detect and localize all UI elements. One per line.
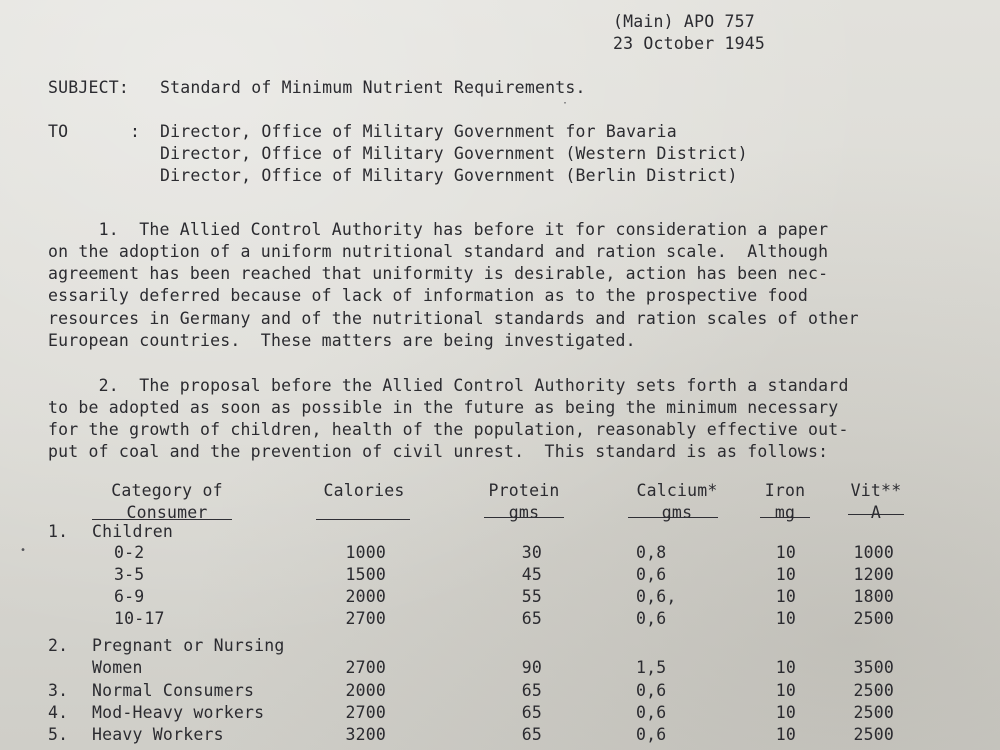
category-label: Women (92, 658, 143, 677)
recipient-line: Director, Office of Military Government for Bavaria (160, 122, 677, 141)
row-number: 3. (48, 681, 69, 700)
iron-value: 10 (775, 609, 796, 628)
category-label: Pregnant or Nursing (92, 636, 285, 655)
iron-value: 10 (775, 725, 796, 744)
subject-label: SUBJECT: (48, 78, 130, 97)
row-number: 4. (48, 703, 69, 722)
iron-value: 10 (775, 587, 796, 606)
recipient-line: Director, Office of Military Government (Western District) (160, 144, 748, 163)
paragraph-line: 1. The Allied Control Authority has before it for consideration a paper (48, 220, 829, 239)
header-calcium: Calcium* gms (636, 481, 718, 522)
to-label: TO (48, 122, 69, 141)
paragraph-line: for the growth of children, health of the population, reasonably effective out- (48, 420, 849, 439)
protein-value: 55 (521, 587, 542, 606)
vita-value: 2500 (853, 681, 894, 700)
stray-dot: • (20, 545, 27, 556)
calories-value: 2000 (345, 587, 386, 606)
vita-value: 3500 (853, 658, 894, 677)
calories-value: 1500 (345, 565, 386, 584)
row-number: 5. (48, 725, 69, 744)
protein-value: 65 (521, 609, 542, 628)
category-label: Normal Consumers (92, 681, 255, 700)
category-label: Heavy Workers (92, 725, 224, 744)
row-number: 1. (48, 522, 69, 541)
category-label: Mod-Heavy workers (92, 703, 265, 722)
paragraph-line: European countries. These matters are being investigated. (48, 331, 636, 350)
calcium-value: 0,6 (636, 609, 667, 628)
calories-value: 2700 (345, 609, 386, 628)
category-label: 10-17 (114, 609, 165, 628)
calcium-value: 0,6 (636, 725, 667, 744)
category-label: 6-9 (114, 587, 145, 606)
header-rule (760, 517, 810, 518)
header-rule (92, 519, 232, 520)
calories-value: 2000 (345, 681, 386, 700)
calories-value: 3200 (345, 725, 386, 744)
calories-value: 1000 (345, 543, 386, 562)
paragraph-line: put of coal and the prevention of civil unrest. This standard is as follows: (48, 442, 829, 461)
header-rule (848, 514, 904, 515)
iron-value: 10 (775, 543, 796, 562)
protein-value: 90 (521, 658, 542, 677)
header-category: Category of Consumer (111, 481, 223, 522)
header-iron: Iron mg (764, 481, 806, 522)
calcium-value: 0,6, (636, 587, 677, 606)
paragraph-line: on the adoption of a uniform nutritional standard and ration scale. Although (48, 242, 829, 261)
iron-value: 10 (775, 681, 796, 700)
subject-text: Standard of Minimum Nutrient Requirements. (160, 78, 586, 97)
protein-value: 65 (521, 681, 542, 700)
vita-value: 2500 (853, 725, 894, 744)
vita-value: 2500 (853, 609, 894, 628)
calcium-value: 0,6 (636, 681, 667, 700)
paragraph-line: essarily deferred because of lack of information as to the prospective food (48, 286, 809, 305)
vita-value: 1200 (853, 565, 894, 584)
header-rule (628, 517, 718, 518)
iron-value: 10 (775, 658, 796, 677)
protein-value: 30 (521, 543, 542, 562)
calories-value: 2700 (345, 658, 386, 677)
calcium-value: 1,5 (636, 658, 667, 677)
iron-value: 10 (775, 565, 796, 584)
paragraph-line: agreement has been reached that uniformity is desirable, action has been nec- (48, 264, 829, 283)
stray-dot: · (562, 98, 569, 109)
recipient-line: Director, Office of Military Government (Berlin District) (160, 166, 738, 185)
header-calories: Calories (323, 481, 405, 500)
calcium-value: 0,8 (636, 543, 667, 562)
header-vita: Vit** A (850, 481, 902, 522)
vita-value: 1800 (853, 587, 894, 606)
calcium-value: 0,6 (636, 703, 667, 722)
to-colon: : (130, 122, 141, 141)
calcium-value: 0,6 (636, 565, 667, 584)
vita-value: 1000 (853, 543, 894, 562)
header-rule (484, 517, 564, 518)
calories-value: 2700 (345, 703, 386, 722)
header-date: 23 October 1945 (613, 34, 766, 53)
category-label: 3-5 (114, 565, 145, 584)
category-label: Children (92, 522, 174, 541)
vita-value: 2500 (853, 703, 894, 722)
protein-value: 65 (521, 703, 542, 722)
paragraph-line: to be adopted as soon as possible in the future as being the minimum necessary (48, 398, 839, 417)
protein-value: 45 (521, 565, 542, 584)
iron-value: 10 (775, 703, 796, 722)
category-label: 0-2 (114, 543, 145, 562)
protein-value: 65 (521, 725, 542, 744)
header-location: (Main) APO 757 (613, 12, 755, 31)
header-rule (316, 519, 410, 520)
paragraph-line: 2. The proposal before the Allied Control Authority sets forth a standard (48, 376, 849, 395)
header-protein: Protein gms (488, 481, 560, 522)
row-number: 2. (48, 636, 69, 655)
paragraph-line: resources in Germany and of the nutritional standards and ration scales of other (48, 309, 859, 328)
